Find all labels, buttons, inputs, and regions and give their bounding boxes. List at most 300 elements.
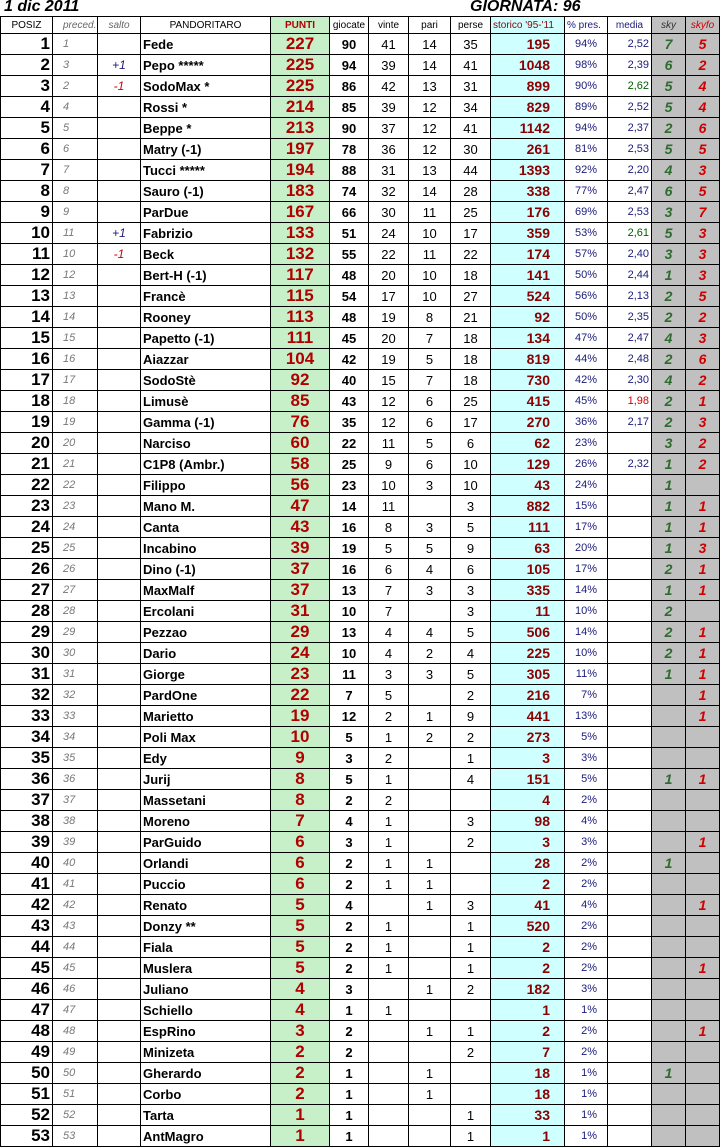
drawn-cell: 3: [409, 664, 451, 685]
points-cell: 24: [271, 643, 330, 664]
player-name-cell: Juliano: [141, 979, 271, 1000]
sky-cell: 6: [652, 181, 686, 202]
lost-cell: 4: [451, 643, 491, 664]
previous-position-cell: 15: [53, 328, 98, 349]
won-cell: 1: [369, 853, 409, 874]
points-cell: 7: [271, 811, 330, 832]
points-cell: 194: [271, 160, 330, 181]
skyfo-cell: [686, 874, 720, 895]
position-cell: 4: [1, 97, 53, 118]
previous-position-cell: 1: [53, 34, 98, 55]
historic-total-cell: 33: [491, 1105, 565, 1126]
player-name-cell: Rooney: [141, 307, 271, 328]
won-cell: 19: [369, 307, 409, 328]
drawn-cell: 7: [409, 328, 451, 349]
position-cell: 51: [1, 1084, 53, 1105]
played-cell: 19: [330, 538, 369, 559]
drawn-cell: 13: [409, 160, 451, 181]
presence-percent-cell: 2%: [565, 874, 608, 895]
average-cell: [608, 1042, 652, 1063]
drawn-cell: [409, 685, 451, 706]
header-historic-total: storico '95-'11: [491, 17, 565, 34]
presence-percent-cell: 47%: [565, 328, 608, 349]
table-row: [1, 811, 720, 832]
played-cell: 5: [330, 769, 369, 790]
table-header: [1, 17, 720, 34]
previous-position-cell: 47: [53, 1000, 98, 1021]
table-row: [1, 454, 720, 475]
won-cell: 12: [369, 391, 409, 412]
sky-cell: 1: [652, 769, 686, 790]
lost-cell: 17: [451, 412, 491, 433]
player-name-cell: Moreno: [141, 811, 271, 832]
won-cell: 12: [369, 412, 409, 433]
won-cell: 3: [369, 664, 409, 685]
table-row: [1, 328, 720, 349]
skyfo-cell: [686, 790, 720, 811]
player-name-cell: Francè: [141, 286, 271, 307]
player-name-cell: EspRino: [141, 1021, 271, 1042]
won-cell: 5: [369, 538, 409, 559]
position-change-cell: -1: [98, 76, 141, 97]
played-cell: 74: [330, 181, 369, 202]
presence-percent-cell: 1%: [565, 1084, 608, 1105]
points-cell: 19: [271, 706, 330, 727]
table-row: [1, 202, 720, 223]
historic-total-cell: 151: [491, 769, 565, 790]
table-row: [1, 832, 720, 853]
position-change-cell: [98, 811, 141, 832]
historic-total-cell: 506: [491, 622, 565, 643]
played-cell: 1: [330, 1084, 369, 1105]
player-name-cell: Pepo *****: [141, 55, 271, 76]
player-name-cell: Dario: [141, 643, 271, 664]
presence-percent-cell: 77%: [565, 181, 608, 202]
played-cell: 88: [330, 160, 369, 181]
historic-total-cell: 195: [491, 34, 565, 55]
table-row: [1, 1063, 720, 1084]
previous-position-cell: 48: [53, 1021, 98, 1042]
previous-position-cell: 31: [53, 664, 98, 685]
position-cell: 22: [1, 475, 53, 496]
lost-cell: 30: [451, 139, 491, 160]
player-name-cell: Corbo: [141, 1084, 271, 1105]
lost-cell: 18: [451, 328, 491, 349]
sky-cell: 1: [652, 265, 686, 286]
sky-cell: [652, 790, 686, 811]
drawn-cell: [409, 1000, 451, 1021]
presence-percent-cell: 90%: [565, 76, 608, 97]
points-cell: 10: [271, 727, 330, 748]
previous-position-cell: 25: [53, 538, 98, 559]
historic-total-cell: 520: [491, 916, 565, 937]
player-name-cell: Edy: [141, 748, 271, 769]
lost-cell: 5: [451, 664, 491, 685]
historic-total-cell: 105: [491, 559, 565, 580]
position-change-cell: [98, 1042, 141, 1063]
skyfo-cell: 1: [686, 664, 720, 685]
player-name-cell: Sauro (-1): [141, 181, 271, 202]
presence-percent-cell: 98%: [565, 55, 608, 76]
presence-percent-cell: 44%: [565, 349, 608, 370]
played-cell: 43: [330, 391, 369, 412]
presence-percent-cell: 2%: [565, 958, 608, 979]
previous-position-cell: 40: [53, 853, 98, 874]
drawn-cell: [409, 832, 451, 853]
presence-percent-cell: 2%: [565, 1021, 608, 1042]
average-cell: [608, 895, 652, 916]
drawn-cell: 3: [409, 475, 451, 496]
position-cell: 32: [1, 685, 53, 706]
skyfo-cell: [686, 979, 720, 1000]
average-cell: 2,30: [608, 370, 652, 391]
position-change-cell: [98, 580, 141, 601]
average-cell: 2,37: [608, 118, 652, 139]
won-cell: [369, 1021, 409, 1042]
position-change-cell: [98, 307, 141, 328]
sky-cell: [652, 1126, 686, 1147]
skyfo-cell: 3: [686, 265, 720, 286]
drawn-cell: [409, 496, 451, 517]
average-cell: [608, 685, 652, 706]
table-row: [1, 34, 720, 55]
drawn-cell: [409, 1126, 451, 1147]
historic-total-cell: 270: [491, 412, 565, 433]
lost-cell: 18: [451, 349, 491, 370]
skyfo-cell: 3: [686, 538, 720, 559]
sky-cell: [652, 1105, 686, 1126]
average-cell: [608, 979, 652, 1000]
table-row: [1, 853, 720, 874]
average-cell: [608, 1126, 652, 1147]
historic-total-cell: 273: [491, 727, 565, 748]
position-cell: 3: [1, 76, 53, 97]
historic-total-cell: 182: [491, 979, 565, 1000]
average-cell: 2,53: [608, 139, 652, 160]
played-cell: 3: [330, 832, 369, 853]
header-average: media: [608, 17, 652, 34]
presence-percent-cell: 81%: [565, 139, 608, 160]
player-name-cell: Donzy **: [141, 916, 271, 937]
drawn-cell: 1: [409, 706, 451, 727]
position-change-cell: [98, 727, 141, 748]
position-cell: 38: [1, 811, 53, 832]
historic-total-cell: 882: [491, 496, 565, 517]
presence-percent-cell: 36%: [565, 412, 608, 433]
header-position: POSIZ: [1, 17, 53, 34]
player-name-cell: Beppe *: [141, 118, 271, 139]
skyfo-cell: 3: [686, 223, 720, 244]
sky-cell: 1: [652, 664, 686, 685]
won-cell: 11: [369, 496, 409, 517]
average-cell: 2,52: [608, 97, 652, 118]
won-cell: 31: [369, 160, 409, 181]
played-cell: 51: [330, 223, 369, 244]
points-cell: 133: [271, 223, 330, 244]
header-lost: perse: [451, 17, 491, 34]
drawn-cell: 6: [409, 412, 451, 433]
table-row: [1, 160, 720, 181]
position-change-cell: [98, 496, 141, 517]
points-cell: 225: [271, 76, 330, 97]
lost-cell: 27: [451, 286, 491, 307]
previous-position-cell: 50: [53, 1063, 98, 1084]
position-change-cell: [98, 874, 141, 895]
skyfo-cell: 7: [686, 202, 720, 223]
round-number: GIORNATA: 96: [470, 0, 581, 15]
played-cell: 2: [330, 1021, 369, 1042]
lost-cell: [451, 790, 491, 811]
historic-total-cell: 3: [491, 832, 565, 853]
points-cell: 31: [271, 601, 330, 622]
lost-cell: 9: [451, 706, 491, 727]
skyfo-cell: 6: [686, 118, 720, 139]
average-cell: [608, 517, 652, 538]
points-cell: 227: [271, 34, 330, 55]
presence-percent-cell: 5%: [565, 769, 608, 790]
drawn-cell: [409, 748, 451, 769]
points-cell: 132: [271, 244, 330, 265]
position-change-cell: [98, 769, 141, 790]
previous-position-cell: 12: [53, 265, 98, 286]
table-row: [1, 580, 720, 601]
table-row: [1, 622, 720, 643]
header-drawn: pari: [409, 17, 451, 34]
drawn-cell: 4: [409, 559, 451, 580]
position-cell: 13: [1, 286, 53, 307]
lost-cell: 1: [451, 1126, 491, 1147]
previous-position-cell: 19: [53, 412, 98, 433]
sky-cell: 2: [652, 412, 686, 433]
played-cell: 1: [330, 1105, 369, 1126]
played-cell: 66: [330, 202, 369, 223]
table-row: [1, 118, 720, 139]
won-cell: 7: [369, 601, 409, 622]
player-name-cell: Rossi *: [141, 97, 271, 118]
drawn-cell: 3: [409, 517, 451, 538]
played-cell: 48: [330, 265, 369, 286]
historic-total-cell: 11: [491, 601, 565, 622]
skyfo-cell: 1: [686, 559, 720, 580]
presence-percent-cell: 26%: [565, 454, 608, 475]
lost-cell: 1: [451, 937, 491, 958]
position-change-cell: [98, 454, 141, 475]
player-name-cell: Orlandi: [141, 853, 271, 874]
average-cell: 2,47: [608, 181, 652, 202]
presence-percent-cell: 94%: [565, 118, 608, 139]
position-cell: 35: [1, 748, 53, 769]
won-cell: [369, 895, 409, 916]
previous-position-cell: 44: [53, 937, 98, 958]
points-cell: 60: [271, 433, 330, 454]
historic-total-cell: 4: [491, 790, 565, 811]
average-cell: [608, 664, 652, 685]
won-cell: 42: [369, 76, 409, 97]
average-cell: [608, 622, 652, 643]
presence-percent-cell: 2%: [565, 790, 608, 811]
lost-cell: 21: [451, 307, 491, 328]
lost-cell: 2: [451, 832, 491, 853]
skyfo-cell: [686, 1042, 720, 1063]
sky-cell: 2: [652, 286, 686, 307]
average-cell: 2,20: [608, 160, 652, 181]
points-cell: 76: [271, 412, 330, 433]
drawn-cell: 1: [409, 979, 451, 1000]
position-cell: 28: [1, 601, 53, 622]
played-cell: 10: [330, 601, 369, 622]
previous-position-cell: 23: [53, 496, 98, 517]
player-name-cell: Aiazzar: [141, 349, 271, 370]
table-row: [1, 874, 720, 895]
previous-position-cell: 33: [53, 706, 98, 727]
won-cell: 1: [369, 832, 409, 853]
table-row: [1, 706, 720, 727]
skyfo-cell: [686, 601, 720, 622]
presence-percent-cell: 50%: [565, 265, 608, 286]
historic-total-cell: 43: [491, 475, 565, 496]
drawn-cell: 1: [409, 853, 451, 874]
presence-percent-cell: 92%: [565, 160, 608, 181]
position-cell: 41: [1, 874, 53, 895]
position-cell: 12: [1, 265, 53, 286]
sky-cell: 7: [652, 34, 686, 55]
won-cell: [369, 1105, 409, 1126]
points-cell: 39: [271, 538, 330, 559]
table-row: [1, 916, 720, 937]
played-cell: 7: [330, 685, 369, 706]
previous-position-cell: 3: [53, 55, 98, 76]
points-cell: 111: [271, 328, 330, 349]
lost-cell: 25: [451, 202, 491, 223]
lost-cell: 44: [451, 160, 491, 181]
presence-percent-cell: 2%: [565, 853, 608, 874]
player-name-cell: Minizeta: [141, 1042, 271, 1063]
played-cell: 55: [330, 244, 369, 265]
historic-total-cell: 98: [491, 811, 565, 832]
header-won: vinte: [369, 17, 409, 34]
historic-total-cell: 1393: [491, 160, 565, 181]
historic-total-cell: 63: [491, 538, 565, 559]
points-cell: 56: [271, 475, 330, 496]
player-name-cell: Mano M.: [141, 496, 271, 517]
presence-percent-cell: 2%: [565, 916, 608, 937]
historic-total-cell: 899: [491, 76, 565, 97]
average-cell: 2,17: [608, 412, 652, 433]
skyfo-cell: 1: [686, 622, 720, 643]
skyfo-cell: [686, 1105, 720, 1126]
skyfo-cell: [686, 1084, 720, 1105]
player-name-cell: Gherardo: [141, 1063, 271, 1084]
won-cell: [369, 1126, 409, 1147]
average-cell: [608, 643, 652, 664]
position-change-cell: [98, 433, 141, 454]
skyfo-cell: 1: [686, 958, 720, 979]
drawn-cell: 7: [409, 370, 451, 391]
previous-position-cell: 46: [53, 979, 98, 1000]
previous-position-cell: 9: [53, 202, 98, 223]
historic-total-cell: 335: [491, 580, 565, 601]
won-cell: [369, 1042, 409, 1063]
skyfo-cell: 1: [686, 895, 720, 916]
drawn-cell: 5: [409, 349, 451, 370]
presence-percent-cell: 1%: [565, 1126, 608, 1147]
won-cell: 2: [369, 748, 409, 769]
lost-cell: 31: [451, 76, 491, 97]
drawn-cell: [409, 811, 451, 832]
previous-position-cell: 14: [53, 307, 98, 328]
points-cell: 37: [271, 580, 330, 601]
previous-position-cell: 10: [53, 244, 98, 265]
position-cell: 48: [1, 1021, 53, 1042]
position-change-cell: [98, 286, 141, 307]
skyfo-cell: [686, 937, 720, 958]
presence-percent-cell: 2%: [565, 937, 608, 958]
average-cell: [608, 1000, 652, 1021]
historic-total-cell: 18: [491, 1063, 565, 1084]
points-cell: 167: [271, 202, 330, 223]
previous-position-cell: 35: [53, 748, 98, 769]
sky-cell: 5: [652, 139, 686, 160]
table-row: [1, 517, 720, 538]
lost-cell: 9: [451, 538, 491, 559]
previous-position-cell: 29: [53, 622, 98, 643]
position-cell: 40: [1, 853, 53, 874]
player-name-cell: Renato: [141, 895, 271, 916]
average-cell: [608, 811, 652, 832]
drawn-cell: 2: [409, 643, 451, 664]
sky-cell: 4: [652, 370, 686, 391]
played-cell: 11: [330, 664, 369, 685]
drawn-cell: [409, 916, 451, 937]
sky-cell: [652, 1042, 686, 1063]
previous-position-cell: 52: [53, 1105, 98, 1126]
sky-cell: [652, 706, 686, 727]
average-cell: [608, 1084, 652, 1105]
points-cell: 113: [271, 307, 330, 328]
previous-position-cell: 13: [53, 286, 98, 307]
average-cell: [608, 853, 652, 874]
skyfo-cell: 1: [686, 706, 720, 727]
points-cell: 5: [271, 916, 330, 937]
lost-cell: 18: [451, 370, 491, 391]
presence-percent-cell: 94%: [565, 34, 608, 55]
won-cell: 1: [369, 811, 409, 832]
played-cell: 90: [330, 34, 369, 55]
points-cell: 213: [271, 118, 330, 139]
points-cell: 23: [271, 664, 330, 685]
table-row: [1, 181, 720, 202]
position-cell: 10: [1, 223, 53, 244]
previous-position-cell: 21: [53, 454, 98, 475]
average-cell: [608, 496, 652, 517]
lost-cell: [451, 1084, 491, 1105]
position-change-cell: [98, 706, 141, 727]
won-cell: 1: [369, 958, 409, 979]
sky-cell: 4: [652, 160, 686, 181]
lost-cell: 41: [451, 118, 491, 139]
skyfo-cell: 3: [686, 328, 720, 349]
drawn-cell: 10: [409, 223, 451, 244]
sky-cell: [652, 874, 686, 895]
points-cell: 8: [271, 769, 330, 790]
won-cell: 1: [369, 874, 409, 895]
drawn-cell: 10: [409, 265, 451, 286]
played-cell: 14: [330, 496, 369, 517]
sky-cell: [652, 727, 686, 748]
skyfo-cell: 4: [686, 97, 720, 118]
presence-percent-cell: 20%: [565, 538, 608, 559]
presence-percent-cell: 69%: [565, 202, 608, 223]
